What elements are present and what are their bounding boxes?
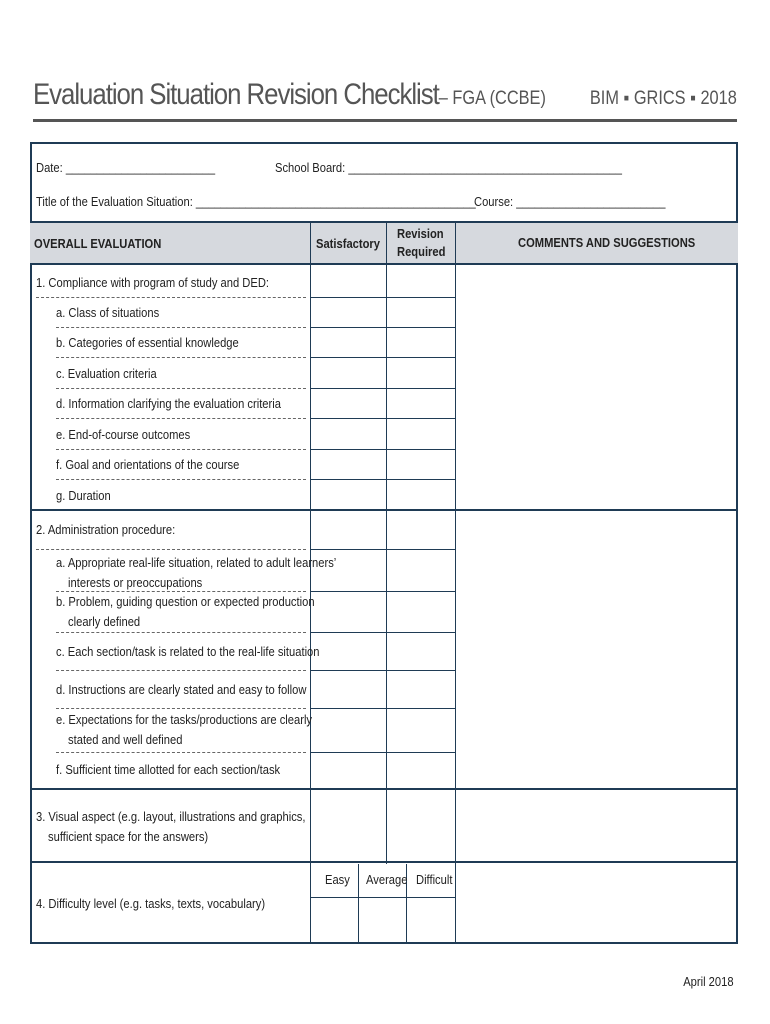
section-1-item-g: g. Duration <box>56 488 111 503</box>
evaluation-title-field[interactable]: Title of the Evaluation Situation: _____________________________________________ <box>36 194 476 209</box>
checkbox-row-line <box>310 297 455 298</box>
satisfactory-header: Satisfactory <box>316 236 381 251</box>
row-divider <box>56 752 306 753</box>
average-column-border <box>358 864 359 943</box>
section-1-item-c: c. Evaluation criteria <box>56 366 157 381</box>
checkbox-row-line <box>310 479 455 480</box>
row-divider <box>56 670 306 671</box>
row-divider <box>56 708 306 709</box>
checkbox-row-line <box>310 327 455 328</box>
level-difficult: Difficult <box>416 872 453 887</box>
row-divider <box>56 449 306 450</box>
document-header <box>33 78 737 118</box>
section-2-item-c: c. Each section/task is related to the real-life situation <box>56 644 320 659</box>
section-1-title: 1. Compliance with program of study and DED: <box>36 275 270 290</box>
row-divider <box>36 549 306 550</box>
footer-date: April 2018 <box>683 974 734 989</box>
satisfactory-column-border <box>310 221 311 864</box>
row-divider <box>56 479 306 480</box>
table-header <box>30 221 738 265</box>
section-2-title: 2. Administration procedure: <box>36 522 176 537</box>
difficulty-header-line <box>310 897 455 898</box>
section-divider <box>30 788 738 790</box>
row-divider <box>56 418 306 419</box>
section-2-item-b: b. Problem, guiding question or expected production clearly defined <box>56 594 315 629</box>
date-field[interactable]: Date: ________________________ <box>36 160 216 175</box>
publisher-year: BIM ▪ GRICS ▪ 2018 <box>590 88 737 109</box>
checkbox-row-line <box>310 357 455 358</box>
section-1-item-f: f. Goal and orientations of the course <box>56 457 240 472</box>
checkbox-row-line <box>310 632 455 633</box>
section-2-item-f: f. Sufficient time allotted for each section/task <box>56 762 281 777</box>
checkbox-row-line <box>310 670 455 671</box>
row-divider <box>56 357 306 358</box>
revision-header-line2: Required <box>397 244 446 259</box>
section-2-item-a: a. Appropriate real-life situation, related to adult learners’ interests or preoccupations <box>56 555 337 590</box>
level-average: Average <box>366 872 408 887</box>
row-divider <box>56 327 306 328</box>
checkbox-row-line <box>310 449 455 450</box>
easy-column-border <box>310 864 311 943</box>
row-divider <box>56 388 306 389</box>
section-1-item-e: e. End-of-course outcomes <box>56 427 191 442</box>
section-1-item-a: a. Class of situations <box>56 305 160 320</box>
section-3-title: 3. Visual aspect (e.g. layout, illustrations and graphics, sufficient space for the answers) <box>36 809 306 844</box>
section-2-item-d: d. Instructions are clearly stated and easy to follow <box>56 682 307 697</box>
document-subtitle: – FGA (CCBE) <box>438 88 546 109</box>
section-divider <box>30 509 738 511</box>
checkbox-row-line <box>310 708 455 709</box>
section-1-item-b: b. Categories of essential knowledge <box>56 335 239 350</box>
checkbox-row-line <box>310 418 455 419</box>
checkbox-row-line <box>310 549 455 550</box>
row-divider <box>36 297 306 298</box>
revision-header-line1: Revision <box>397 226 444 241</box>
checkbox-row-line <box>310 752 455 753</box>
checkbox-row-line <box>310 388 455 389</box>
overall-evaluation-header: OVERALL EVALUATION <box>34 236 162 251</box>
level-easy: Easy <box>325 872 350 887</box>
title-underline <box>33 119 737 122</box>
course-field[interactable]: Course: ________________________ <box>474 194 666 209</box>
comments-header: COMMENTS AND SUGGESTIONS <box>518 235 696 250</box>
section-2-item-e: e. Expectations for the tasks/productions are clearly stated and well defined <box>56 712 313 747</box>
section-1-item-d: d. Information clarifying the evaluation criteria <box>56 396 281 411</box>
section-4-title: 4. Difficulty level (e.g. tasks, texts, vocabulary) <box>36 896 266 911</box>
section-divider <box>30 861 738 863</box>
revision-column-border-left <box>386 221 387 864</box>
document-title: Evaluation Situation Revision Checklist– FGA (CCBE) <box>33 78 546 111</box>
school-board-field[interactable]: School Board: ____________________________________________ <box>275 160 622 175</box>
comments-column-border <box>455 221 456 943</box>
row-divider <box>56 632 306 633</box>
checkbox-row-line <box>310 591 455 592</box>
